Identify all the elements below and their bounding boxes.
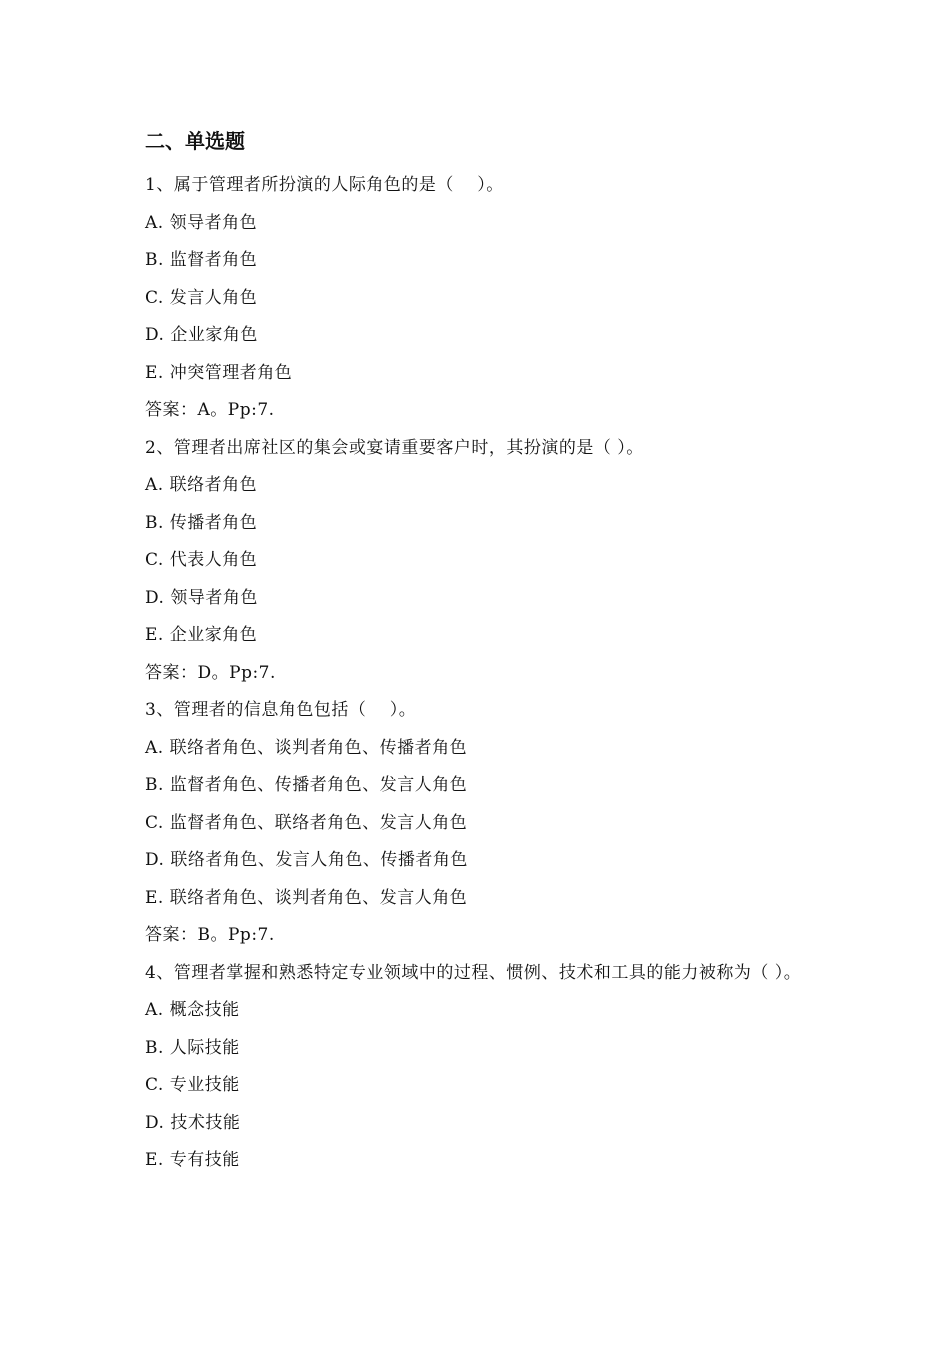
option-d: D. 企业家角色 — [145, 325, 258, 345]
question-4 — [145, 955, 825, 1180]
option-d: D. 技术技能 — [145, 1112, 241, 1133]
question-2 — [145, 430, 825, 693]
answer: 答案：B。Pp:7. — [145, 925, 275, 945]
question-stem: 4、管理者掌握和熟悉特定专业领域中的过程、惯例、技术和工具的能力被称为（ ）。 — [145, 962, 802, 983]
option-c: C. 专业技能 — [145, 1075, 240, 1095]
option-d: D. 联络者角色、发言人角色、传播者角色 — [145, 850, 468, 870]
section-title: 二、单选题 — [145, 129, 245, 153]
answer: 答案：A。Pp:7. — [145, 400, 275, 420]
option-d: D. 领导者角色 — [145, 587, 258, 608]
option-b: B. 传播者角色 — [145, 512, 258, 533]
option-b: B. 人际技能 — [145, 1037, 240, 1058]
option-e: E. 联络者角色、谈判者角色、发言人角色 — [145, 887, 468, 908]
option-a: A. 领导者角色 — [145, 212, 258, 233]
option-c: C. 发言人角色 — [145, 287, 258, 308]
option-c: C. 监督者角色、联络者角色、发言人角色 — [145, 812, 468, 833]
option-a: A. 联络者角色、谈判者角色、传播者角色 — [145, 737, 468, 758]
question-3 — [145, 692, 825, 955]
option-a: A. 概念技能 — [145, 1000, 240, 1020]
question-list — [145, 167, 825, 1180]
question-1 — [145, 167, 825, 430]
option-a: A. 联络者角色 — [145, 475, 258, 495]
option-e: E. 企业家角色 — [145, 625, 258, 645]
option-c: C. 代表人角色 — [145, 550, 258, 570]
option-b: B. 监督者角色 — [145, 250, 258, 270]
option-e: E. 冲突管理者角色 — [145, 362, 293, 383]
option-b: B. 监督者角色、传播者角色、发言人角色 — [145, 775, 468, 795]
question-stem: 2、管理者出席社区的集会或宴请重要客户时，其扮演的是（ ）。 — [145, 437, 644, 458]
option-e: E. 专有技能 — [145, 1150, 240, 1170]
question-stem: 1、属于管理者所扮演的人际角色的是（ ）。 — [145, 175, 504, 195]
question-stem: 3、管理者的信息角色包括（ ）。 — [145, 700, 417, 720]
answer: 答案：D。Pp:7. — [145, 662, 276, 683]
